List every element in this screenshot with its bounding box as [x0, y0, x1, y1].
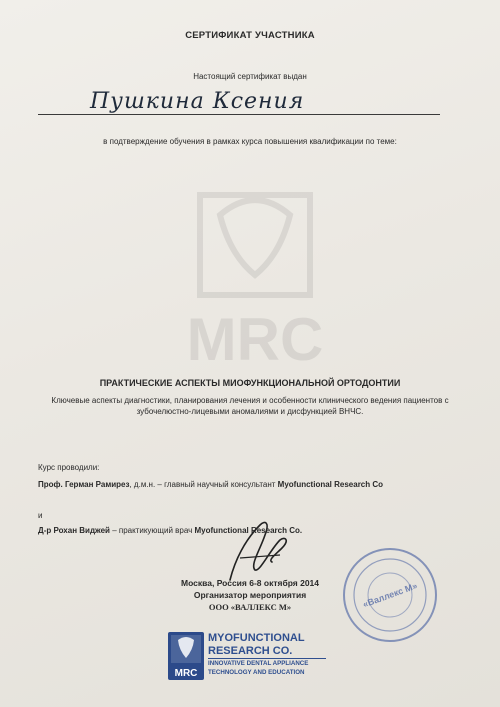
- organizer-name: ООО «ВАЛЛЕКС М»: [208, 602, 292, 612]
- lecturer-1: [38, 479, 438, 490]
- lecturer-1-role: , д.м.н. – главный научный консультант: [129, 480, 278, 489]
- logo-line-2: RESEARCH CO.: [208, 645, 293, 657]
- stamp-text: «Валлекс М»: [361, 580, 419, 610]
- course-description: Ключевые аспекты диагностики, планирования лечения и особенности клинического ведения пациентов с зубочелюстно-лицевыми аномалиями и дисфункцией ВНЧС.: [51, 396, 449, 416]
- issued-to-label: Настоящий сертификат выдан: [193, 72, 307, 81]
- mrc-logo: [168, 632, 338, 684]
- certificate-title: СЕРТИФИКАТ УЧАСТНИКА: [185, 30, 315, 41]
- mrc-logo-badge: [168, 632, 204, 680]
- confirmation-text: в подтверждение обучения в рамках курса повышения квалификации по теме:: [103, 137, 397, 146]
- logo-line-3: INNOVATIVE DENTAL APPLIANCE: [208, 660, 309, 667]
- logo-divider: [208, 658, 326, 659]
- lecturer-1-org: Myofunctional Research Co: [277, 480, 384, 489]
- logo-line-4: TECHNOLOGY AND EDUCATION: [208, 669, 305, 676]
- and-label: и: [38, 511, 43, 520]
- lecturer-2-name: Д-р Рохан Виджей: [38, 526, 110, 535]
- signature: [210, 510, 300, 585]
- organizer-label: Организатор мероприятия: [193, 590, 307, 600]
- watermark-text: MRC: [186, 306, 324, 373]
- course-title: ПРАКТИЧЕСКИЕ АСПЕКТЫ МИОФУНКЦИОНАЛЬНОЙ ОРТОДОНТИИ: [99, 378, 401, 388]
- logo-badge-text: MRC: [174, 668, 198, 679]
- logo-line-1: MYOFUNCTIONAL: [208, 632, 305, 644]
- official-stamp: [340, 545, 440, 645]
- taught-by-label: Курс проводили:: [38, 463, 100, 472]
- lecturer-1-name: Проф. Герман Рамирез: [38, 480, 130, 489]
- lecturer-2-org: Myofunctional Research Co.: [194, 526, 303, 535]
- tooth-icon: [168, 632, 204, 680]
- name-underline: [38, 114, 440, 115]
- lecturer-2-role: – практикующий врач: [109, 526, 195, 535]
- recipient-name: Пушкина Ксения: [90, 89, 305, 114]
- mrc-watermark: [170, 175, 340, 375]
- location-date: Москва, Россия 6-8 октября 2014: [180, 578, 320, 588]
